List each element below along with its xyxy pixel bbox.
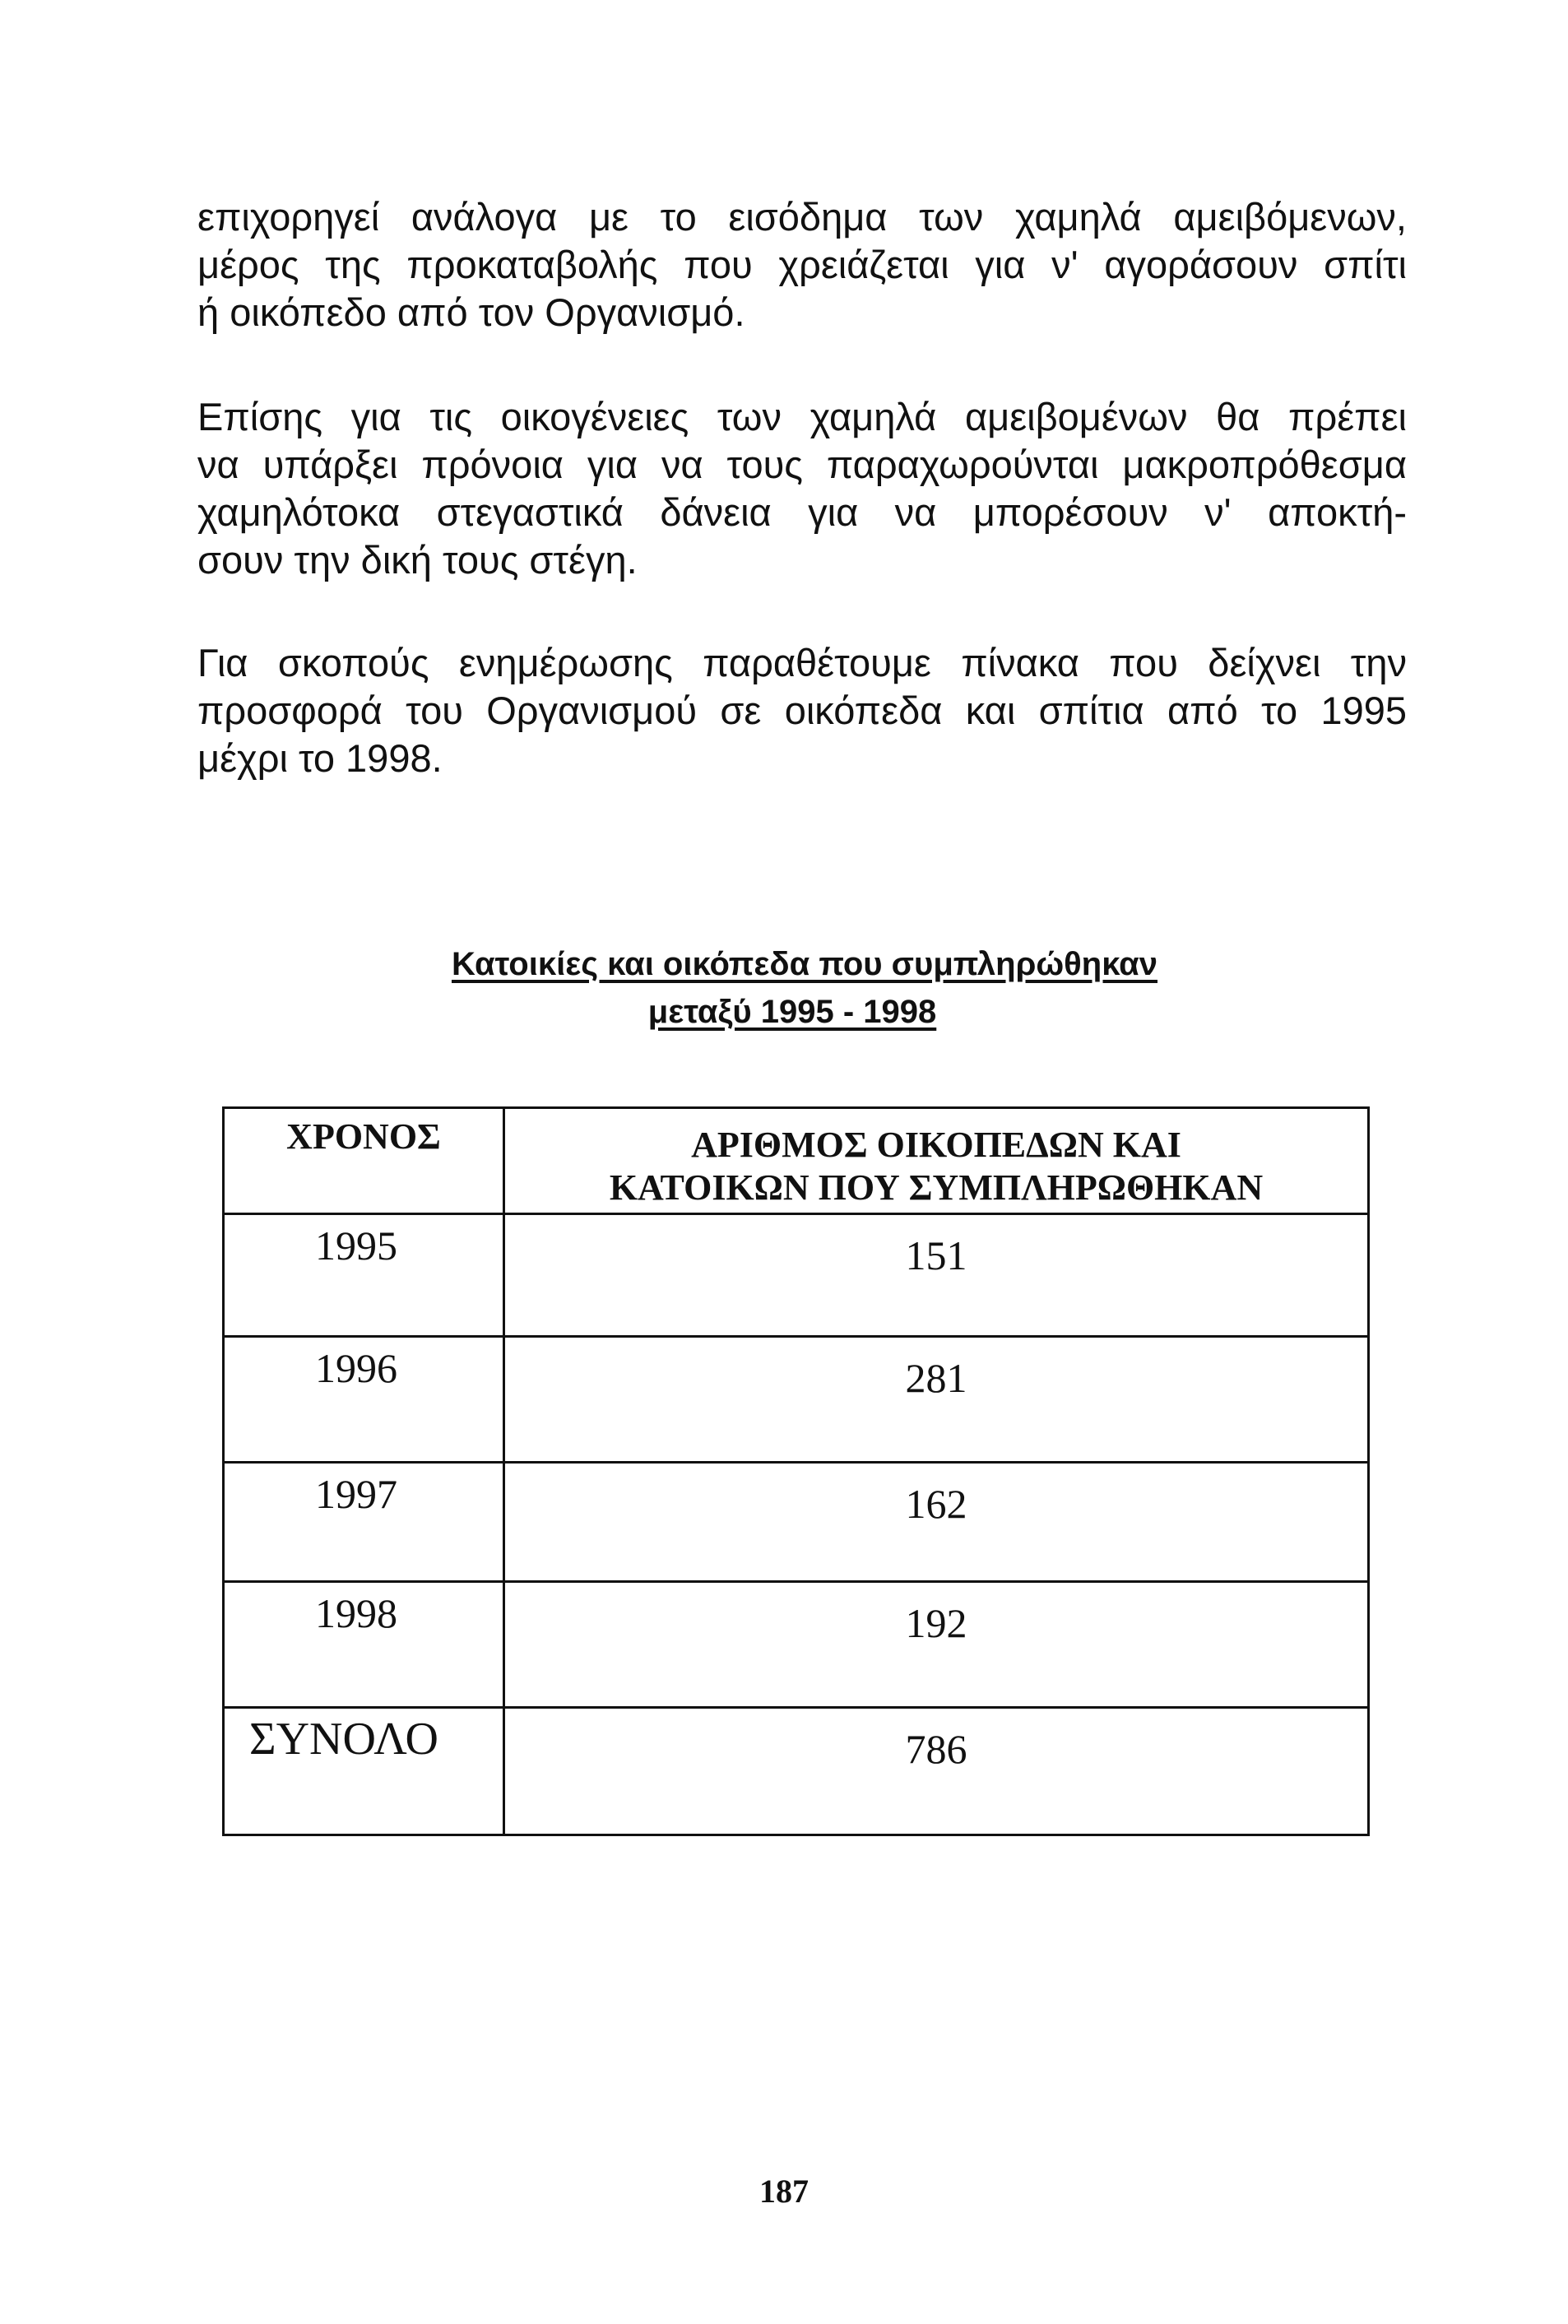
- header-count-line: ΑΡΙΘΜΟΣ ΟΙΚΟΠΕΔΩΝ ΚΑΙ: [691, 1125, 1181, 1165]
- year-cell: 1996: [224, 1337, 504, 1463]
- table-header-row: [224, 1108, 1369, 1214]
- table-row: [224, 1337, 1369, 1463]
- text-line: να υπάρξει πρόνοια για να τους παραχωρούνται μακροπρόθεσμα: [197, 443, 1407, 486]
- header-count-line: ΚΑΤΟΙΚΩΝ ΠΟΥ ΣΥΜΠΛΗΡΩΘΗΚΑΝ: [609, 1167, 1264, 1208]
- text-line: Για σκοπούς ενημέρωσης παραθέτουμε πίνακα που δείχνει την: [197, 641, 1407, 684]
- count-cell: 151: [504, 1214, 1369, 1337]
- page-number: 187: [759, 2173, 809, 2210]
- text-line: προσφορά του Οργανισμού σε οικόπεδα και σπίτια από το 1995: [197, 689, 1407, 732]
- text-line: χαμηλότοκα στεγαστικά δάνεια για να μπορέσουν ν' αποκτή-: [197, 490, 1407, 534]
- table-title: [0, 940, 1568, 1036]
- paragraph-loans: [197, 393, 1407, 584]
- table-row: [224, 1463, 1369, 1582]
- count-cell: 281: [504, 1337, 1369, 1463]
- text-line: μέχρι το 1998.: [197, 736, 443, 780]
- count-cell: 162: [504, 1463, 1369, 1582]
- paragraph-subsidy: [197, 193, 1407, 336]
- text-line: ή οικόπεδο από τον Οργανισμό.: [197, 290, 745, 334]
- year-cell: 1995: [224, 1214, 504, 1337]
- completions-table: [222, 1106, 1370, 1836]
- paragraph-table-intro: [197, 639, 1407, 782]
- year-cell: 1998: [224, 1582, 504, 1708]
- total-value-cell: 786: [504, 1708, 1369, 1835]
- header-year: ΧΡΟΝΟΣ: [224, 1108, 504, 1214]
- header-count: [504, 1108, 1369, 1214]
- table-row: [224, 1214, 1369, 1337]
- year-cell: 1997: [224, 1463, 504, 1582]
- text-line: σουν την δική τους στέγη.: [197, 538, 638, 582]
- text-line: Επίσης για τις οικογένειες των χαμηλά αμειβομένων θα πρέπει: [197, 395, 1407, 438]
- table-total-row: [224, 1708, 1369, 1835]
- text-line: μέρος της προκαταβολής που χρειάζεται για ν' αγοράσουν σπίτι: [197, 243, 1407, 286]
- table-title-line: μεταξύ 1995 - 1998: [647, 994, 937, 1030]
- count-cell: 192: [504, 1582, 1369, 1708]
- text-line: επιχορηγεί ανάλογα με το εισόδημα των χαμηλά αμειβόμενων,: [197, 195, 1407, 239]
- total-label-cell: ΣΥΝΟΛΟ: [224, 1708, 504, 1835]
- table-row: [224, 1582, 1369, 1708]
- table-title-line: Κατοικίες και οικόπεδα που συμπληρώθηκαν: [451, 946, 1158, 982]
